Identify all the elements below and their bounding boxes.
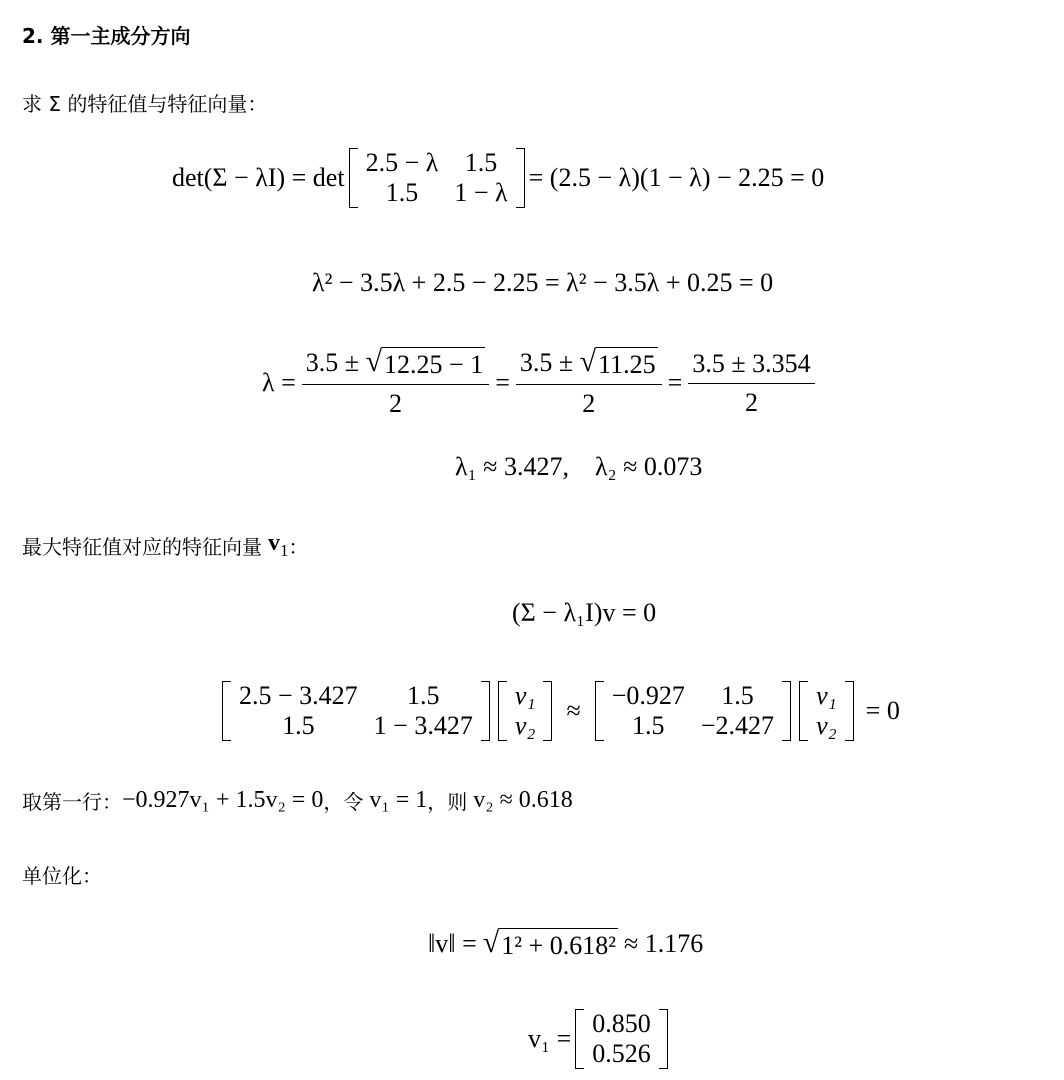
vector-v bbox=[799, 681, 854, 741]
fraction-2: 3.5 ± √ 11.25 2 bbox=[516, 347, 662, 419]
matrix-equation bbox=[218, 676, 900, 746]
vector-cell: v₂ bbox=[816, 711, 837, 740]
first-row-line bbox=[22, 786, 573, 815]
unit-vector-matrix bbox=[575, 1009, 668, 1069]
vector-cell: v₁ bbox=[816, 681, 837, 710]
eigenvector-label: 最大特征值对应的特征向量 bbox=[22, 534, 262, 559]
norm-lhs: ‖v‖ = bbox=[428, 929, 477, 958]
numerator-prefix: 3.5 ± bbox=[519, 348, 574, 377]
intro-text: 求 Σ 的特征值与特征向量： bbox=[22, 92, 268, 116]
vector-cell: 0.526 bbox=[592, 1039, 651, 1068]
matrix-a bbox=[222, 681, 490, 741]
denominator: 2 bbox=[582, 389, 596, 418]
fraction-1: 3.5 ± √ 12.25 − 1 2 bbox=[302, 347, 489, 419]
matrix-cell: 1.5 bbox=[407, 681, 440, 710]
matrix-cell: 1 − λ bbox=[454, 178, 508, 207]
det-lhs: det(Σ − λI) = det bbox=[172, 163, 345, 192]
radicand: 12.25 − 1 bbox=[382, 347, 485, 380]
unit-vector bbox=[528, 1004, 672, 1074]
norm-rhs: ≈ 1.176 bbox=[624, 929, 704, 958]
let-text: ，令 bbox=[323, 790, 364, 814]
then-text: ，则 bbox=[427, 790, 468, 814]
det-rhs: = (2.5 − λ)(1 − λ) − 2.25 = 0 bbox=[528, 163, 825, 192]
v1-assignment: v₁ = 1 bbox=[369, 787, 428, 813]
eigen-equation: (Σ − λ₁I)v = 0 bbox=[512, 598, 657, 627]
matrix-cell: 1.5 bbox=[632, 711, 665, 740]
quadratic-solution bbox=[262, 346, 821, 420]
vector-symbol: v bbox=[268, 530, 280, 556]
lambda-matrix bbox=[349, 148, 525, 208]
norm-equation: ‖v‖ = √ 1² + 0.618² ≈ 1.176 bbox=[428, 925, 704, 960]
matrix-cell: 1.5 bbox=[721, 681, 754, 710]
vector-cell: v₁ bbox=[514, 681, 536, 710]
vector-cell: v₂ bbox=[514, 711, 536, 740]
eigenvalues: λ₁ ≈ 3.427, λ₂ ≈ 0.073 bbox=[455, 452, 703, 481]
vector-cell: 0.850 bbox=[592, 1009, 651, 1038]
matrix-cell: 1 − 3.427 bbox=[373, 711, 473, 740]
numerator-prefix: 3.5 ± bbox=[305, 348, 360, 377]
matrix-cell: 1.5 bbox=[464, 148, 498, 177]
row-equation: −0.927v₁ + 1.5v₂ = 0 bbox=[122, 787, 324, 813]
determinant-equation bbox=[172, 150, 824, 206]
vector-subscript: 1 bbox=[280, 540, 289, 560]
denominator: 2 bbox=[388, 389, 402, 418]
equals: = bbox=[495, 368, 510, 397]
fraction-3 bbox=[688, 349, 814, 418]
matrix-cell: −2.427 bbox=[700, 711, 775, 740]
matrix-cell: 2.5 − λ bbox=[365, 148, 439, 177]
matrix-cell: 1.5 bbox=[282, 711, 315, 740]
unit-vector-lhs: v₁ = bbox=[528, 1024, 572, 1053]
matrix-b bbox=[595, 681, 791, 741]
characteristic-polynomial: λ² − 3.5λ + 2.5 − 2.25 = λ² − 3.5λ + 0.25 = 0 bbox=[312, 268, 774, 297]
equals: = bbox=[667, 368, 683, 397]
matrix-cell: −0.927 bbox=[611, 681, 685, 710]
section-heading: 2. 第一主成分方向 bbox=[22, 24, 191, 48]
approx-sign: ≈ bbox=[566, 696, 581, 725]
norm-radicand: 1² + 0.618² bbox=[499, 928, 618, 961]
v2-result: v₂ ≈ 0.618 bbox=[473, 787, 573, 813]
denominator: 2 bbox=[744, 387, 758, 417]
row-label: 取第一行： bbox=[22, 790, 122, 814]
equals-zero: = 0 bbox=[865, 696, 900, 725]
vector-v bbox=[498, 681, 553, 741]
colon: ： bbox=[288, 534, 309, 559]
lambda-lhs: λ = bbox=[262, 368, 296, 397]
normalize-text: 单位化： bbox=[22, 864, 102, 888]
radicand: 11.25 bbox=[596, 347, 658, 380]
matrix-cell: 1.5 bbox=[385, 178, 419, 207]
eigenvector-line bbox=[22, 530, 309, 561]
matrix-cell: 2.5 − 3.427 bbox=[239, 681, 358, 710]
numerator: 3.5 ± 3.354 bbox=[688, 349, 814, 384]
